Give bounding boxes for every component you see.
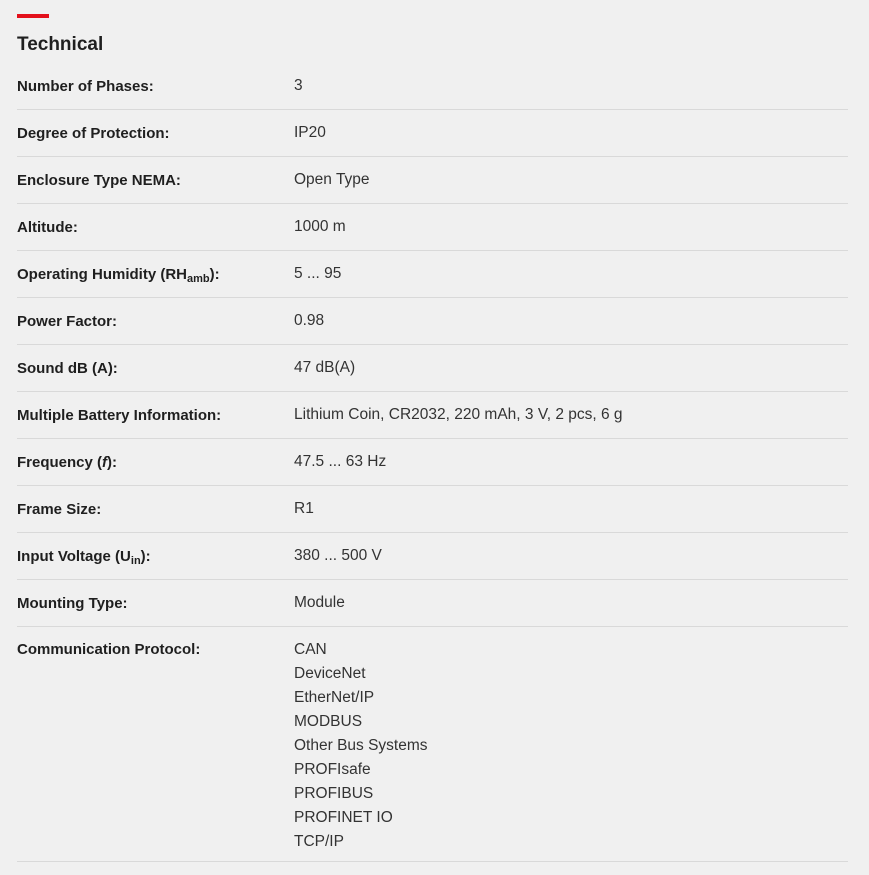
spec-label-text: Input Voltage (U	[17, 547, 131, 565]
protocol-item: PROFIBUS	[294, 785, 374, 802]
protocol-item: MODBUS	[294, 713, 363, 730]
protocol-item: EtherNet/IP	[294, 689, 375, 706]
spec-label-text: Operating Humidity (RH	[17, 265, 188, 283]
spec-value-list	[294, 638, 428, 854]
spec-label-italic: f	[102, 453, 108, 471]
spec-row-input-voltage	[17, 533, 848, 580]
spec-value: 47 dB(A)	[294, 359, 356, 376]
spec-row-degree-of-protection	[17, 110, 848, 157]
spec-value: Module	[294, 594, 345, 611]
spec-label: Communication Protocol:	[17, 641, 201, 658]
spec-table	[17, 63, 848, 862]
spec-row-power-factor	[17, 298, 848, 345]
spec-label: Degree of Protection:	[17, 124, 170, 142]
spec-label: Power Factor:	[17, 312, 118, 330]
spec-label	[17, 266, 294, 283]
spec-row-altitude	[17, 204, 848, 251]
spec-value: 3	[294, 77, 303, 94]
spec-row-battery-information	[17, 392, 848, 439]
section-accent-bar	[17, 14, 49, 18]
protocol-item: PROFIsafe	[294, 761, 371, 778]
spec-label-subscript: amb	[187, 272, 210, 285]
spec-row-mounting-type	[17, 580, 848, 627]
spec-label: Mounting Type:	[17, 594, 128, 612]
spec-value: 380 ... 500 V	[294, 547, 382, 564]
spec-value: 1000 m	[294, 218, 346, 235]
spec-label: Number of Phases:	[17, 77, 154, 95]
section-title: Technical	[17, 34, 104, 55]
spec-value: Open Type	[294, 171, 370, 188]
protocol-item: Other Bus Systems	[294, 737, 428, 754]
spec-label: Enclosure Type NEMA:	[17, 171, 181, 189]
spec-value: IP20	[294, 124, 326, 141]
spec-value: 0.98	[294, 312, 325, 329]
spec-value: R1	[294, 500, 314, 517]
spec-row-number-of-phases	[17, 63, 848, 110]
spec-label-suffix: ):	[209, 265, 220, 283]
protocol-item: TCP/IP	[294, 833, 344, 850]
protocol-item: DeviceNet	[294, 665, 366, 682]
protocol-item: PROFINET IO	[294, 809, 393, 826]
spec-label	[17, 454, 294, 471]
spec-row-sound-db	[17, 345, 848, 392]
spec-value: 5 ... 95	[294, 265, 342, 282]
spec-row-operating-humidity	[17, 251, 848, 298]
spec-value: 47.5 ... 63 Hz	[294, 453, 387, 470]
spec-label: Altitude:	[17, 218, 78, 236]
spec-label-suffix: ):	[140, 547, 151, 565]
spec-row-communication-protocol	[17, 627, 848, 862]
spec-label-suffix: ):	[107, 453, 118, 471]
spec-label	[17, 548, 294, 565]
spec-label: Multiple Battery Information:	[17, 406, 222, 424]
protocol-item: CAN	[294, 641, 327, 658]
spec-row-frame-size	[17, 486, 848, 533]
spec-label-text: Frequency (	[17, 453, 103, 471]
technical-section	[17, 14, 848, 862]
spec-value: Lithium Coin, CR2032, 220 mAh, 3 V, 2 pcs, 6 g	[294, 406, 623, 423]
spec-label-subscript: in	[130, 554, 141, 567]
spec-row-enclosure-type-nema	[17, 157, 848, 204]
spec-label: Sound dB (A):	[17, 359, 118, 377]
spec-row-frequency	[17, 439, 848, 486]
spec-label: Frame Size:	[17, 500, 102, 518]
